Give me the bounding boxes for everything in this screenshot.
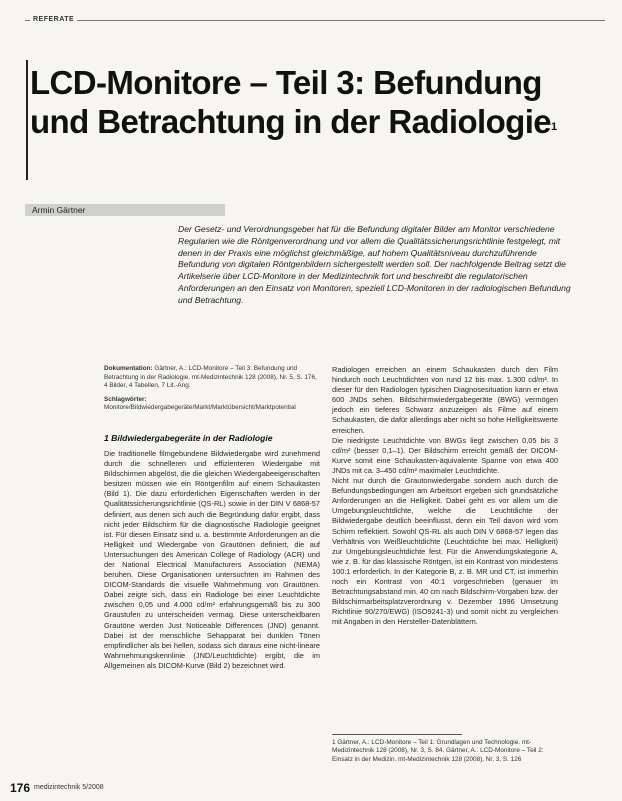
right-body-paragraph-2: Die niedrigste Leuchtdichte von BWGs liegt zwischen 0,05 bis 3 cd/m² (besser 0,1–1). Der Bildschirm erreicht gemäß der DICOM-Kurve somit eine Schaukasten-äquivalente Spanne von etwa 400 JNDs mit ca. 3–450 cd/m² maximaler Leuchtdichte.: [332, 435, 558, 475]
right-body-paragraph-3: Nicht nur durch die Grautonwiedergabe sondern auch durch die Befundungsbedingungen am Arbeitsort ergeben sich grundsätzliche Anforderungen an die Helligkeit. Dabei geht es vor allem um die Umgebungsleuchtdichte, welche die Leuchtdichte der Bildwiedergabe deutlich beeinflusst, denn ein Teil davon wird vom Schirm reflektiert. Sowohl QS-RL als auch DIN V 6868-57 legen das Verhältnis von Weißleuchtdichte (Leuchtdichte bei max. Helligkeit) zur Umgebungsleuchtdichte fest. Für die Anwendungskategorie A, wie z. B. für das klassische Röntgen, ist ein Kontrast von mindestens 100:1 erforderlich. In der Kategorie B, z. B. MR und CT, ist immerhin noch ein Kontrast von 40:1 vorgeschrieben (genauer im Betrachtungsabstand min. 40 cm nach Bildschirm-Vorgaben bzw. der Bildschirmarbeitsplatzverordnung v. Dezember 1996 Umsetzung Richtlinie 90/270/EWG) (ISO9241-3) und somit nicht zu vergleichen mit Angaben in den Hersteller-Datenblättern.: [332, 476, 558, 627]
documentation-label: Dokumentation:: [104, 365, 153, 372]
page-number: 176: [10, 781, 31, 795]
footnote-rule: [332, 734, 462, 735]
header-rule: [25, 20, 605, 21]
footnote: 1 Gärtner, A.: LCD-Monitore – Teil 1: Grundlagen und Technologie. mt-Medizintechnik 128 (2008), Nr. 3, S. 84. Gärtner, A.: LCD-Monitore – Teil 2: Einsatz in der Medizin. mt-Medizintechnik 128 (2008), Nr. 3, S. 126: [332, 739, 544, 763]
right-body-paragraph-1: Radiologen erreichen an einem Schaukasten durch den Film hindurch noch Leuchtdichten von rund 12 bis max. 1.300 cd/m². In dieser für den Radiologen typischen Diagnosesituation kann er etwa 600 JNDs sehen. Bildschirmwiedergabegeräte (BWG) vermögen jedoch ein tieferes Schwarz anzuzeigen als Filme auf einem Schaukasten, die dafür allerdings aber nicht so hohe Helligkeitswerte erreichen.: [332, 365, 558, 435]
documentation-text: Gärtner, A.: LCD-Monitore – Teil 3: Befundung und Betrachtung in der Radiologie. mt-Medizintechnik 128 (2008), Nr. 5, S. 176, 4 Bilder, 4 Tabellen, 7 Lit.-Ang.: [104, 365, 317, 390]
keywords-note: [104, 396, 320, 413]
keywords-label: Schlagwörter:: [104, 395, 147, 403]
article-title-text: LCD-Monitore – Teil 3: Befundung und Betrachtung in der Radiologie: [30, 64, 552, 140]
title-footnote-marker: 1: [551, 121, 557, 133]
author-name: Armin Gärtner: [32, 205, 86, 215]
left-column: [104, 365, 320, 671]
abstract: Der Gesetz- und Verordnungsgeber hat für die Befundung digitaler Bilder am Monitor verschiedene Regularien wie die Röntgenverordnung und vor allem die Qualitätssicherungsrichtlinie festgelegt, mit denen in der Praxis eine möglichst gleichmäßige, auf hohem Qualitätsniveau durchzuführende Befundung von digitalen Röntgenbildern sichergestellt werden soll. Der nachfolgende Beitrag setzt die Artikelserie über LCD-Monitore in der Medizintechnik fort und beschreibt die regulatorischen Anforderungen an den Einsatz von Monitoren, speziell LCD-Monitoren in der radiologischen Befundung und Betrachtung.: [178, 224, 571, 305]
keywords-text: Monitore/Bildwiedergabegeräte/Markt/Marktübersicht/Marktpotential: [104, 404, 296, 412]
section-tag: REFERATE: [30, 16, 77, 23]
journal-name: medizintechnik 5/2008: [34, 784, 104, 791]
right-column: [332, 365, 558, 627]
documentation-note: [104, 365, 320, 391]
title-bar: [26, 60, 28, 180]
section-heading: 1 Bildwiedergabegeräte in der Radiologie: [104, 432, 273, 443]
left-body-text: Die traditionelle filmgebundene Bildwiedergabe wird zunehmend durch die schnelleren und effizienteren Wiedergabe mit Bildschirmen abgelöst, die die gleichen Wiedergabeeigenschaften besitzen müssen wie ein Röntgenfilm auf einem Schaukasten (Bild 1). Die dazu erforderlichen Eigenschaften werden in der Qualitätssicherungsrichtlinie (QS-RL) sowie in der DIN V 6868-57 definiert, aus denen sich auch die Begründung dafür ergibt, dass nicht jeder Bildschirm für die diagnostische Radiologie geeignet ist. Für diesen Einsatz sind u. a. bestimmte Anforderungen an die Helligkeit und Wiedergabe von Grautönen definiert, die auf Untersuchungen des American College of Radiology (ACR) und der National Electrical Manufacturers Association (NEMA) beruhen. Diese Organisationen untersuchten im Rahmen des DICOM-Standards die visuelle Wahrnehmung von Grautönen. Dabei zeigte sich, dass ein Radiologe bei einer Leuchtdichte zwischen 0,05 und 4.000 cd/m² erfahrungsgemäß bis zu 300 Graustufen zu unterscheiden vermag. Diese unterscheidbaren Grautöne werden Just Noticeable Differences (JND) genannt. Dabei ist der menschliche Sehapparat bei dunklen Tönen empfindlicher als bei hellen, sodass sich daraus eine nicht-lineare Wahrnehmungskennlinie (JND/Leuchtdichte) ergibt, die im Allgemeinen als DICOM-Kurve (Bild 2) bezeichnet wird.: [104, 448, 320, 670]
article-title: [30, 63, 570, 141]
